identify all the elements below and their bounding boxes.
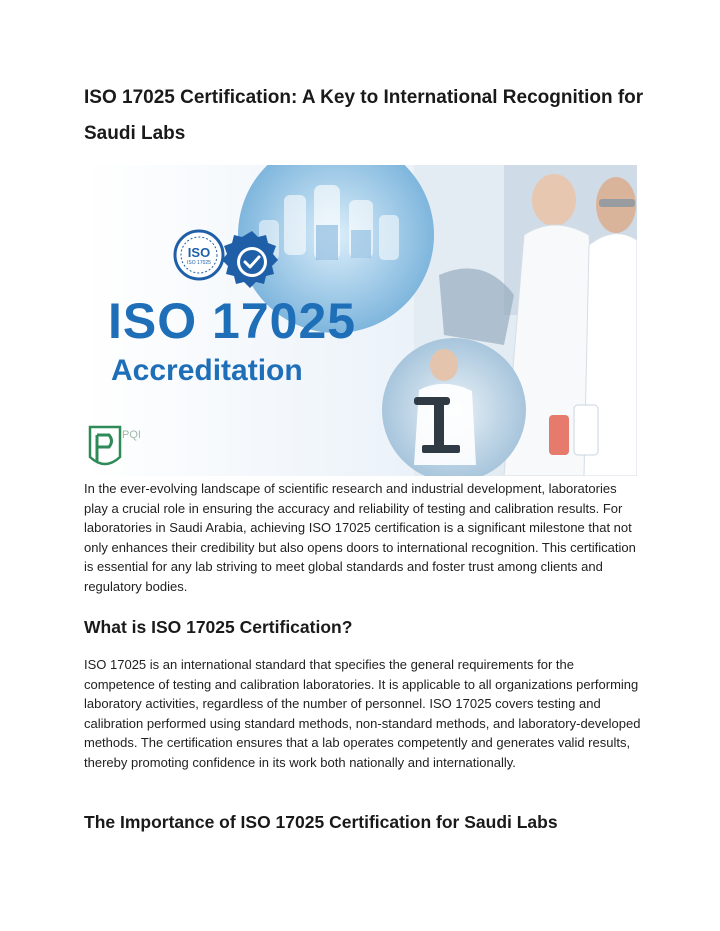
badge-iso-sub: ISO 17025 [187,260,211,266]
hero-image [84,165,637,476]
badge-iso-text: ISO [187,245,211,260]
article-title: ISO 17025 Certification: A Key to International Recognition for Saudi Labs [84,87,644,144]
section-heading-importance: The Importance of ISO 17025 Certification for Saudi Labs [84,812,558,832]
section1-paragraph: ISO 17025 is an international standard that specifies the general requirements for the competence of testing and calibration laboratories. It is applicable to all organizations performing laboratory activities, regardless of the number of personnel. ISO 17025 covers testing and calibration performed using standard methods, non-standard methods, and laboratory-developed methods. The certification ensures that a lab operates competently and generates valid results, thereby promoting confidence in its work both nationally and internationally. [84,657,641,770]
pqi-logo-icon [90,427,120,464]
section-heading-what-is: What is ISO 17025 Certification? [84,617,353,637]
intro-paragraph: In the ever-evolving landscape of scientific research and industrial development, laboratories play a crucial role in ensuring the accuracy and reliability of testing and calibration results. For laboratories in Saudi Arabia, achieving ISO 17025 certification is a significant milestone that not only enhances their credibility but also opens doors to international recognition. This certification is essential for any lab striving to meet global standards and foster trust among clients and regulatory bodies. [84,481,636,594]
hero-heading-line1: ISO 17025 [108,293,357,349]
hero-heading-line2: Accreditation [111,354,303,387]
pqi-logo-text: PQI [122,429,141,441]
